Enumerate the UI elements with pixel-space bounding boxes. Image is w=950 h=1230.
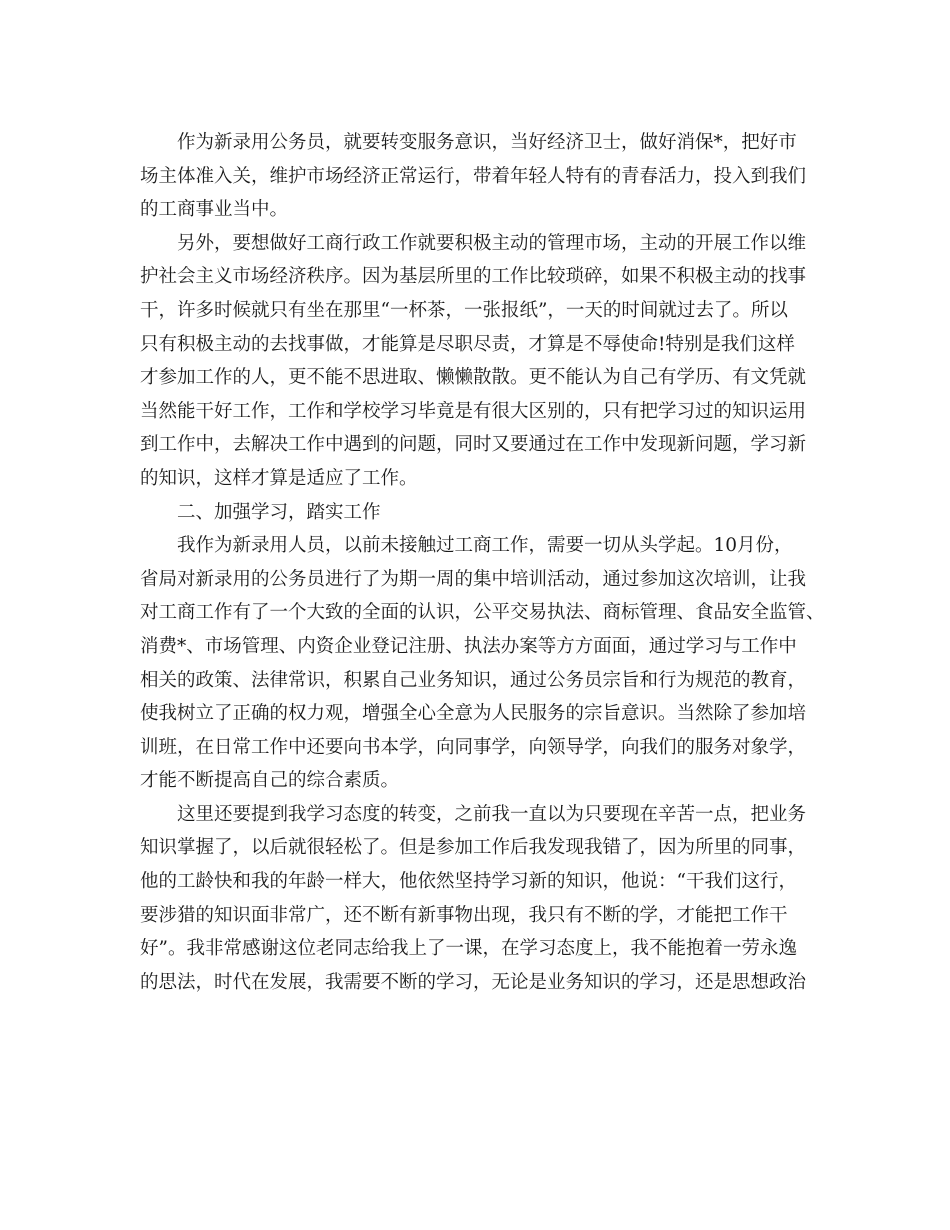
- text-line: 才参加工作的人，更不能不思进取、懒懒散散。更不能认为自己有学历、有文凭就: [140, 367, 807, 389]
- text-line: 作为新录用公务员，就要转变服务意识，当好经济卫士，做好消保*，把好市: [177, 132, 797, 153]
- text-line: 二、加强学习，踏实工作: [177, 501, 381, 523]
- text-line: 要涉猎的知识面非常广，还不断有新事物出现，我只有不断的学，才能把工作干: [140, 904, 788, 926]
- text-line: 护社会主义市场经济秩序。因为基层所里的工作比较琐碎，如果不积极主动的找事: [140, 266, 807, 288]
- text-line: 干，许多时候就只有坐在那里“一杯茶，一张报纸”，一天的时间就过去了。所以: [140, 299, 788, 321]
- text-line: 相关的政策、法律常识，积累自己业务知识，通过公务员宗旨和行为规范的教育，: [140, 669, 807, 691]
- text-line: 好”。我非常感谢这位老同志给我上了一课，在学习态度上，我不能抱着一劳永逸: [140, 938, 797, 960]
- text-line: 知识掌握了，以后就很轻松了。但是参加工作后我发现我错了，因为所里的同事，: [140, 837, 807, 859]
- text-line: 另外，要想做好工商行政工作就要积极主动的管理市场，主动的开展工作以维: [177, 232, 807, 254]
- text-line: 才能不断提高自己的综合素质。: [140, 770, 400, 792]
- text-line: 这里还要提到我学习态度的转变，之前我一直以为只要现在辛苦一点，把业务: [177, 803, 807, 825]
- text-line: 他的工龄快和我的年龄一样大，他依然坚持学习新的知识，他说：“干我们这行，: [140, 871, 797, 893]
- text-line: 的思法，时代在发展，我需要不断的学习，无论是业务知识的学习，还是思想政治: [140, 971, 807, 993]
- document-body: [140, 126, 830, 999]
- text-line: 的知识，这样才算是适应了工作。: [140, 467, 418, 489]
- text-line: 消费*、市场管理、内资企业登记注册、执法办案等方方面面，通过学习与工作中: [140, 635, 797, 657]
- text-line: 场主体准入关，维护市场经济正常运行，带着年轻人特有的青春活力，投入到我们: [140, 165, 807, 187]
- text-line: 到工作中，去解决工作中遇到的问题，同时又要通过在工作中发现新问题，学习新: [140, 434, 807, 456]
- text-line: 当然能干好工作，工作和学校学习毕竟是有很大区别的，只有把学习过的知识运用: [140, 400, 807, 422]
- text-line: 训班，在日常工作中还要向书本学，向同事学，向领导学，向我们的服务对象学，: [140, 736, 807, 758]
- text-line: 的工商事业当中。: [140, 199, 289, 221]
- text-line: 只有积极主动的去找事做，才能算是尽职尽责，才算是不辱使命!特别是我们这样: [140, 333, 795, 355]
- text-line: 省局对新录用的公务员进行了为期一周的集中培训活动，通过参加这次培训，让我: [140, 568, 807, 590]
- text-line: 对工商工作有了一个大致的全面的认识，公平交易执法、商标管理、食品安全监管、: [140, 602, 825, 624]
- text-line: 我作为新录用人员，以前未接触过工商工作，需要一切从头学起。10月份，: [177, 535, 793, 557]
- text-line: 使我树立了正确的权力观，增强全心全意为人民服务的宗旨意识。当然除了参加培: [140, 703, 807, 725]
